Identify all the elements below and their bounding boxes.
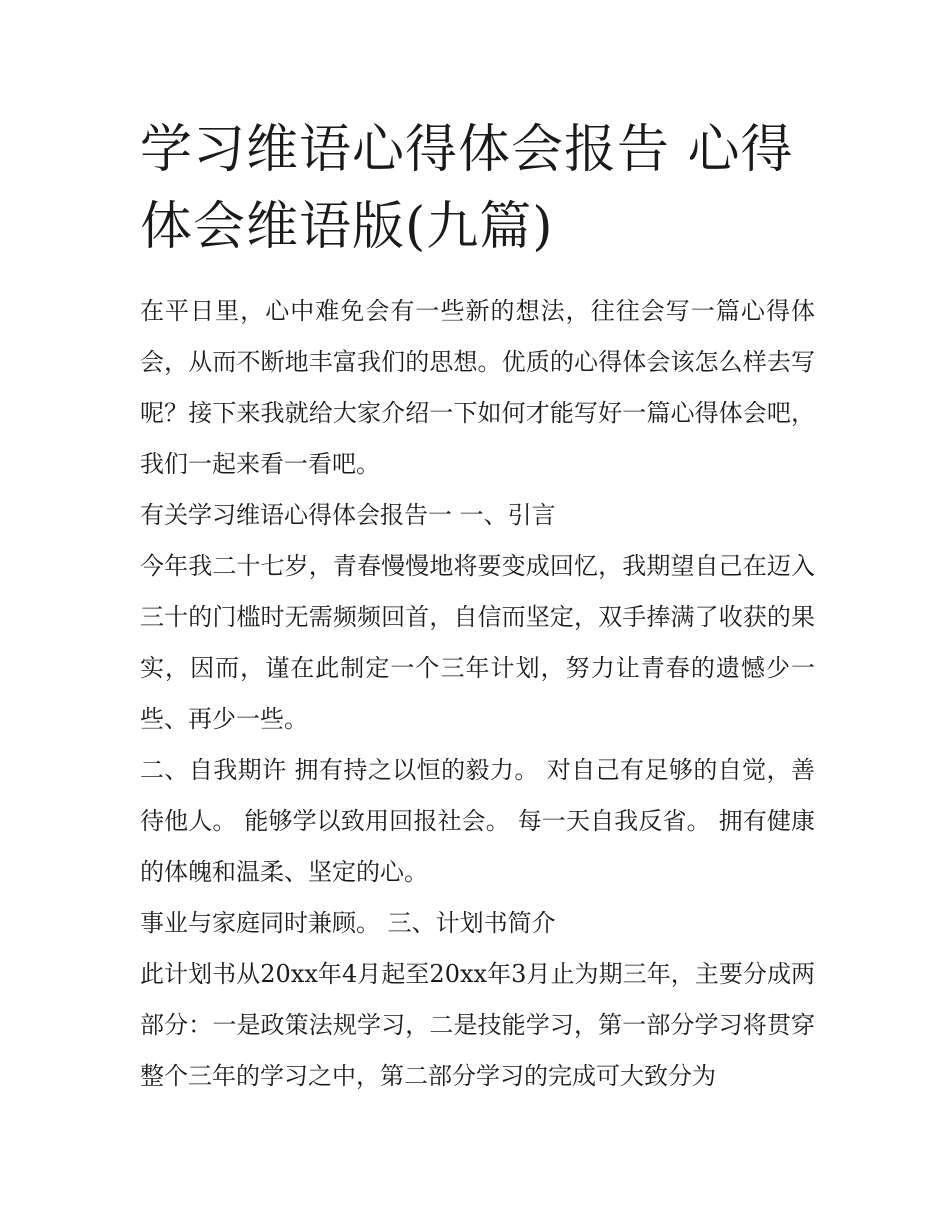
document-title: 学习维语心得体会报告 心得体会维语版(九篇) [140,120,794,257]
section-heading-intro: 有关学习维语心得体会报告一 一、引言 [140,501,556,529]
body-paragraph-expectations: 二、自我期许 拥有持之以恒的毅力。 对自己有足够的自觉，善待他人。 能够学以致用回报社会。 每一天自我反省。 拥有健康的体魄和温柔、坚定的心。 [140,756,815,886]
document-page [140,112,815,1102]
section-heading-plan: 事业与家庭同时兼顾。 三、计划书简介 [140,909,556,937]
intro-paragraph: 在平日里，心中难免会有一些新的想法，往往会写一篇心得体会，从而不断地丰富我们的思想。优质的心得体会该怎么样去写呢？接下来我就给大家介绍一下如何才能写好一篇心得体会吧，我们一起来看一看吧。 [140,297,815,478]
body-paragraph-plan: 此计划书从20xx年4月起至20xx年3月止为期三年，主要分成两部分：一是政策法规学习，二是技能学习，第一部分学习将贯穿整个三年的学习之中，第二部分学习的完成可大致分为 [140,960,815,1090]
body-paragraph-age: 今年我二十七岁，青春慢慢地将要变成回忆，我期望自己在迈入三十的门槛时无需频频回首，自信而坚定，双手捧满了收获的果实，因而，谨在此制定一个三年计划，努力让青春的遗憾少一些、再少一些。 [140,552,815,733]
